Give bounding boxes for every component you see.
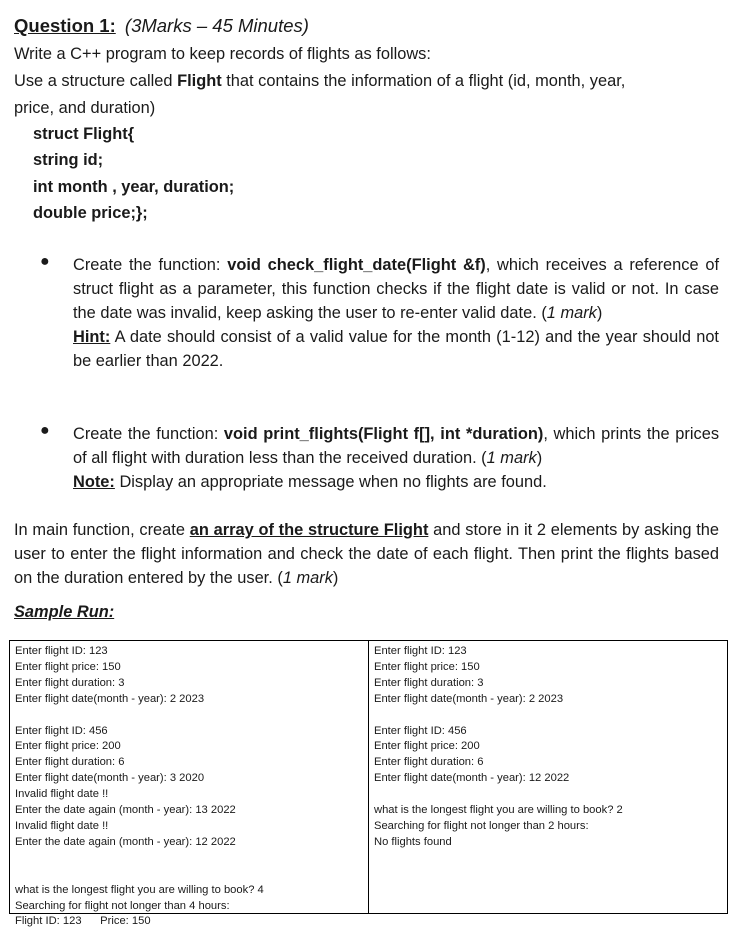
- bullet-dot: ●: [40, 422, 50, 439]
- sample-run-table: [9, 640, 728, 928]
- code-line: int month , year, duration;: [33, 178, 235, 196]
- hint-text: A date should consist of a valid value for the month (1-12) and the year should not be earlier than 2022.: [73, 328, 719, 370]
- main-function-paragraph: [14, 518, 719, 590]
- bullet-text: ): [536, 449, 543, 467]
- question-meta: (3Marks – 45 Minutes): [124, 15, 309, 36]
- intro-text: Use a structure called: [14, 72, 178, 90]
- bullet-item-print-flights: [73, 422, 719, 494]
- intro-struct-name: Flight: [177, 72, 222, 90]
- bullet-text: , which receives a reference of struct flight as a parameter, this function checks if the flight date is valid or not. In case the date was invalid, keep asking the user to re-enter valid date. (: [73, 256, 720, 322]
- paragraph-text: and store in it 2 elements by asking the user to enter the flight information and check the date of each flight. Then print the flights based on the duration entered by the user. (: [14, 521, 719, 587]
- mark-label: 1 mark: [546, 304, 597, 322]
- sample-run-right: Enter flight ID: 123 Enter flight price: 150 Enter flight duration: 3 Enter flight date(month - year): 2 2023 Enter flight ID: 456 Enter flight price: 200 Enter flight duration: 6 Enter flight date(month - year): 12 2022 what is the longest flight you are willing to book? 2 Searching for flight not longer than 2 hours: No flights found: [368, 641, 727, 913]
- bullet-dot: ●: [40, 253, 50, 270]
- intro-line-2: [14, 69, 625, 93]
- code-line: string id;: [33, 151, 104, 169]
- code-line: struct Flight{: [33, 125, 135, 143]
- emphasis-text: an array of the structure Flight: [189, 521, 429, 539]
- note-label: Note:: [73, 473, 115, 491]
- code-line: double price;};: [33, 204, 148, 222]
- intro-line-1: Write a C++ program to keep records of flights as follows:: [14, 45, 431, 63]
- bullet-text: Create the function:: [73, 425, 224, 443]
- paragraph-text: ): [332, 569, 339, 587]
- sample-run-left: Enter flight ID: 123 Enter flight price: 150 Enter flight duration: 3 Enter flight date(month - year): 2 2023 Enter flight ID: 456 Enter flight price: 200 Enter flight duration: 6 Enter flight date(month - year): 3 2020 Invalid flight date !! Enter the date again (month - year): 13 2022 Invalid flight date !! Enter the date again (month - year): 12 2022 what is the longest flight you are willing to book? 4 Searching for flight not longer than 4 hours: Flight ID: 123 Price: 150: [15, 645, 264, 928]
- sample-run-title: Sample Run:: [14, 603, 115, 621]
- hint-label: Hint:: [73, 328, 111, 346]
- question-title: [14, 14, 309, 38]
- bullet-text: ): [596, 304, 603, 322]
- bullet-item-check-date: [73, 253, 719, 373]
- bullet-text: Create the function:: [73, 256, 228, 274]
- note-text: Display an appropriate message when no flights are found.: [114, 473, 547, 491]
- function-signature: void check_flight_date(Flight &f): [227, 256, 486, 274]
- bullet-text: , which prints the prices of all flight with duration less than the received duration. (: [73, 425, 720, 467]
- mark-label: 1 mark: [486, 449, 537, 467]
- intro-text: that contains the information of a flight (id, month, year,: [221, 72, 626, 90]
- question-number: Question 1:: [14, 15, 116, 36]
- paragraph-text: In main function, create: [14, 521, 190, 539]
- mark-label: 1 mark: [282, 569, 333, 587]
- function-signature: void print_flights(Flight f[], int *duration): [223, 425, 544, 443]
- intro-line-3: price, and duration): [14, 99, 156, 117]
